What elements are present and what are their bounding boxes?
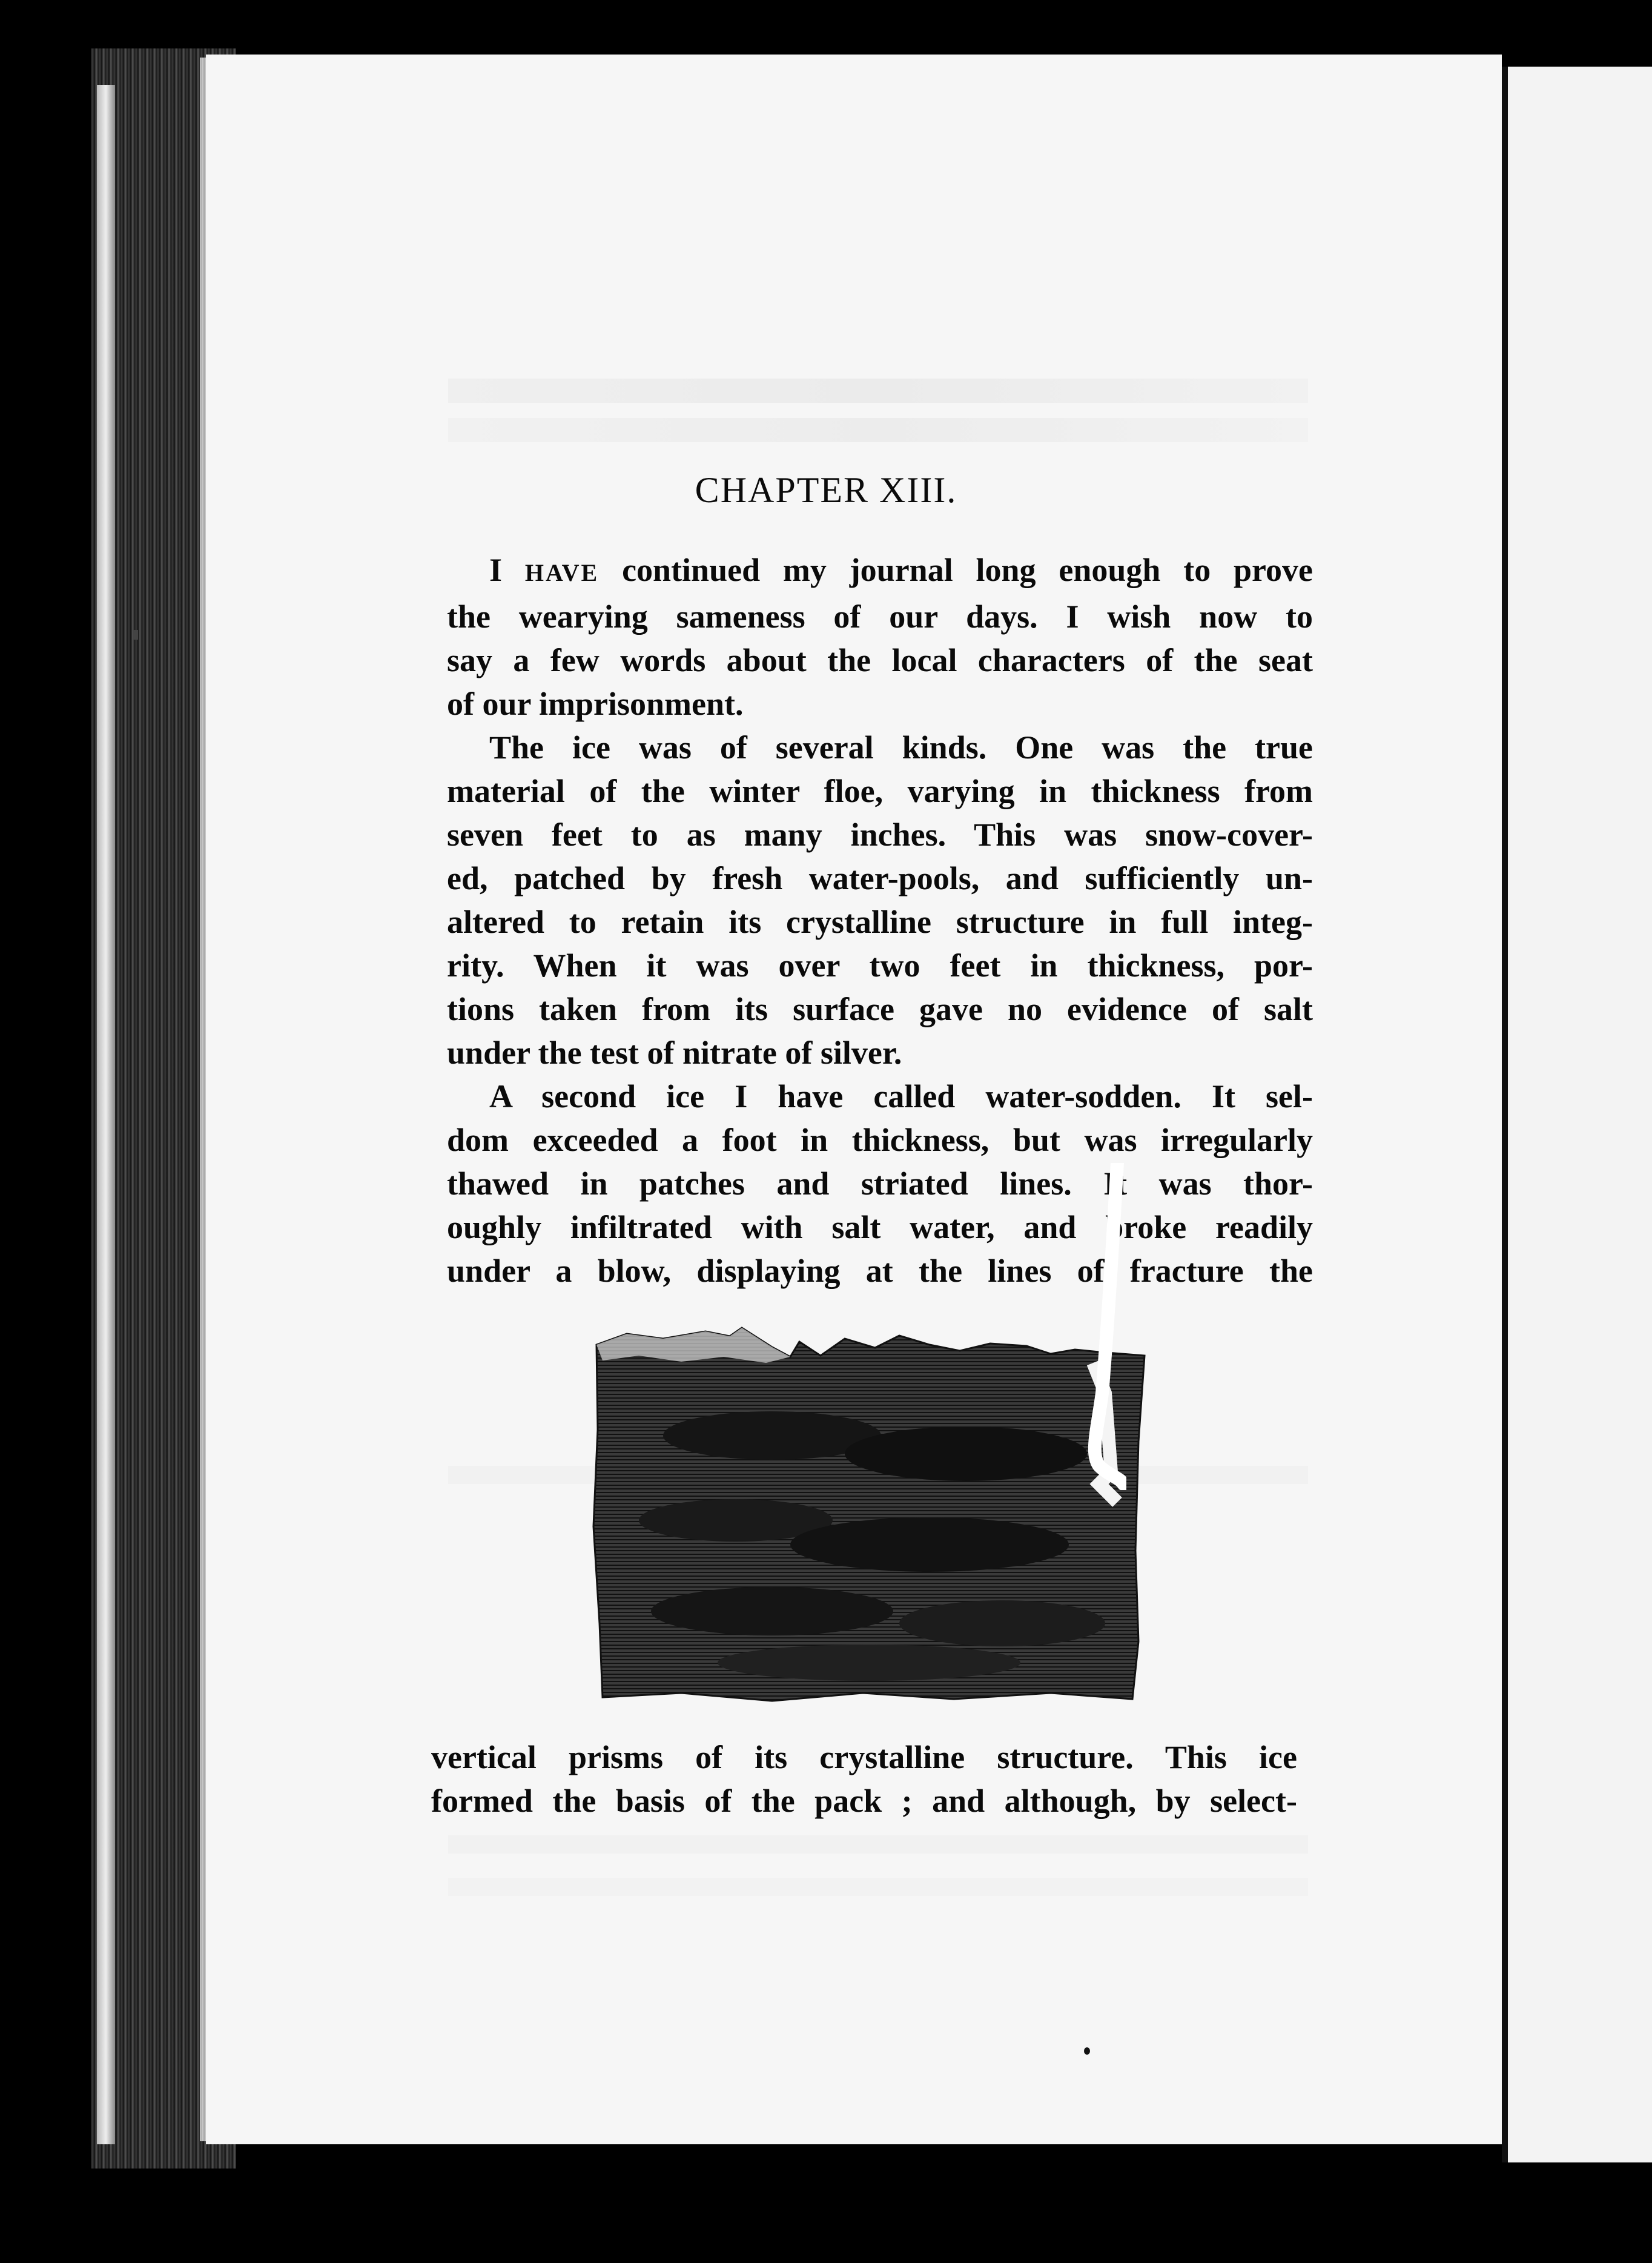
paragraph-line: A second ice I have called water-sodden. It sel- [489,1078,1313,1115]
paragraph-line: altered to retain its crystalline structure in full integ- [447,904,1313,940]
paragraph-line: vertical prisms of its crystalline structure. This ice [431,1739,1297,1775]
paragraph-line: the wearying sameness of our days. I wish now to [447,598,1313,635]
paragraph-line: tions taken from its surface gave no evidence of salt [447,991,1313,1027]
scan-speck [1084,2047,1090,2055]
book-cover-edge [97,85,115,2144]
paragraph-line: material of the winter floe, varying in thickness from [447,773,1313,809]
paragraph-line: under the test of nitrate of silver. [447,1035,902,1071]
chapter-title: CHAPTER XIII. [695,470,957,510]
paragraph-line: rity. When it was over two feet in thickness, por- [447,947,1313,984]
paragraph-line: formed the basis of the pack ; and although, by select- [431,1783,1297,1819]
body-text [447,548,1313,1293]
paragraph-line: oughly infiltrated with salt water, and broke readily [447,1209,1313,1245]
paragraph-line: seven feet to as many inches. This was snow-cover- [447,817,1313,853]
next-page-sliver [1502,67,1652,2162]
scan-speck [133,630,138,640]
paragraph-line: I HAVE continued my journal long enough to prove [489,552,1313,588]
paragraph-line: say a few words about the local characters of the seat [447,642,1313,678]
paragraph-line: thawed in patches and striated lines. It was thor- [447,1165,1313,1202]
paper-tear-mark [1084,1163,1126,1490]
ice-engraving-illustration [590,1320,1154,1708]
paragraph-line: The ice was of several kinds. One was the true [489,729,1313,766]
body-text-continued [431,1735,1297,1823]
paragraph-line: under a blow, displaying at the lines of fracture the [447,1253,1313,1289]
paragraph-line: dom exceeded a foot in thickness, but was irregularly [447,1122,1313,1158]
paragraph-line: of our imprisonment. [447,686,744,722]
paragraph-line: ed, patched by fresh water-pools, and sufficiently un- [447,860,1313,896]
